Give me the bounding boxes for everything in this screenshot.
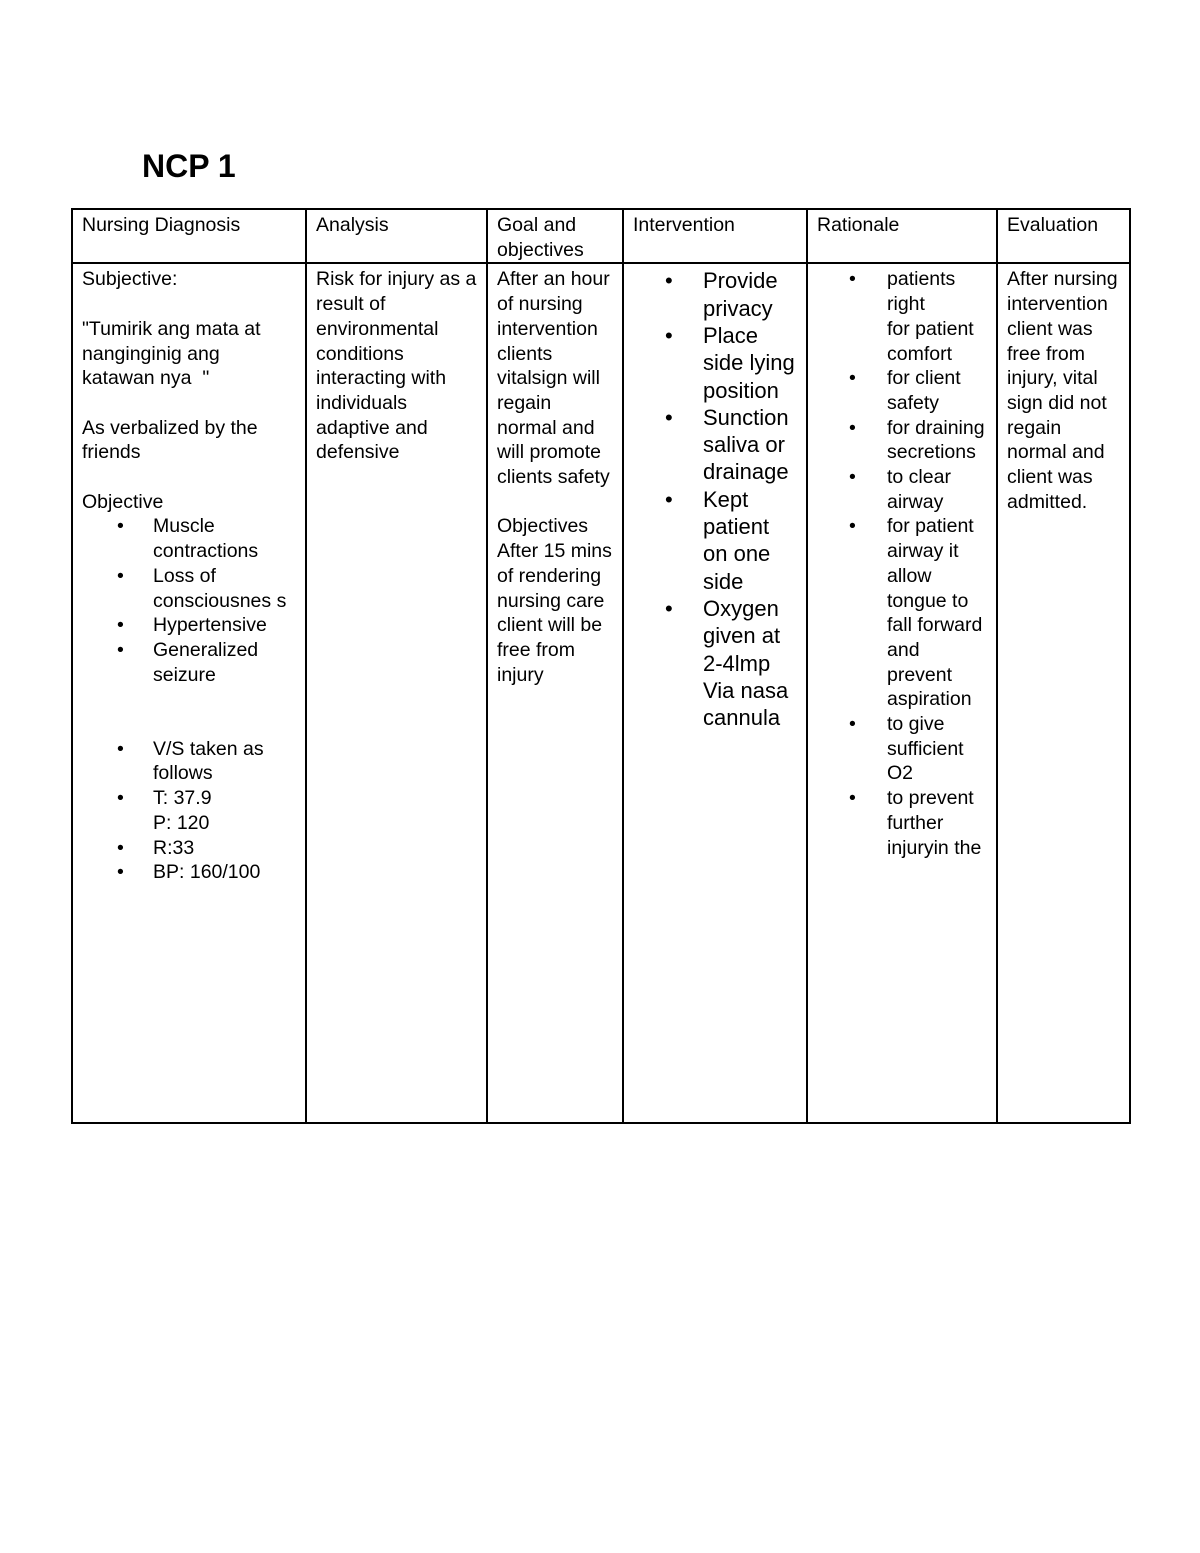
objective-list — [82, 514, 297, 687]
goal-cell — [487, 263, 623, 1123]
list-item — [817, 267, 988, 366]
table-row — [72, 263, 1130, 1123]
list-item: • BP: 160/100 — [82, 860, 297, 885]
header-intervention: Intervention — [623, 209, 807, 263]
verbalized-note: As verbalized by the friends — [82, 416, 264, 464]
objectives-text: After 15 mins of rendering nursing care client will be free from injury — [497, 540, 618, 686]
list-item: • Place side lying position — [633, 322, 798, 404]
list-item: • Hypertensive — [82, 613, 297, 638]
rationale-comfort: for patient comfort — [887, 317, 974, 365]
list-item — [82, 786, 297, 835]
list-item: • Provide privacy — [633, 267, 798, 322]
header-goal-and-objectives: Goal and objectives — [487, 209, 623, 263]
rationale-cell — [807, 263, 997, 1123]
subjective-label: Subjective: — [82, 268, 178, 291]
goal-text: After an hour of nursing intervention clients vitalsign will regain normal and will promote clients safety — [497, 268, 616, 489]
temperature-value: T: 37.9 — [153, 787, 212, 810]
analysis-cell — [306, 263, 487, 1123]
list-item: • V/S taken as follows — [82, 737, 297, 786]
rationale-text: patients right — [887, 268, 956, 316]
list-item: • R:33 — [82, 836, 297, 861]
list-item: • Muscle contractions — [82, 514, 297, 563]
rationale-list — [817, 267, 988, 860]
list-item: • Oxygen given at 2-4lmp Via nasa cannula — [633, 595, 798, 731]
nursing-care-plan-table — [71, 208, 1131, 1124]
intervention-cell — [623, 263, 807, 1123]
objective-label: Objective — [82, 490, 164, 513]
list-item: • to clear airway — [817, 465, 988, 514]
evaluation-cell — [997, 263, 1130, 1123]
list-item: • for client safety — [817, 366, 988, 415]
list-item: • to give sufficient O2 — [817, 712, 988, 786]
page-title: NCP 1 — [142, 148, 236, 184]
list-item: • Sunction saliva or drainage — [633, 404, 798, 486]
list-item: • for patient airway it allow tongue to fall forward and prevent aspiration — [817, 514, 988, 712]
subjective-quote: "Tumirik ang mata at nanginginig ang katawan nya " — [82, 317, 266, 390]
table-header-row — [72, 209, 1130, 263]
objectives-label: Objectives — [497, 515, 589, 538]
pulse-value: P: 120 — [153, 811, 210, 834]
header-rationale: Rationale — [807, 209, 997, 263]
list-item: • Kept patient on one side — [633, 486, 798, 595]
evaluation-text: After nursing intervention client was free from injury, vital sign did not regain normal and client was admitted. — [1007, 268, 1123, 513]
list-item: • for draining secretions — [817, 416, 988, 465]
list-item: • Loss of consciousnes s — [82, 564, 297, 613]
list-item: • Generalized seizure — [82, 638, 297, 687]
analysis-text: Risk for injury as a result of environmental conditions interacting with individuals adaptive and defensive — [316, 268, 482, 464]
vital-signs-list — [82, 737, 297, 885]
header-nursing-diagnosis: Nursing Diagnosis — [72, 209, 306, 263]
list-item: • to prevent further injuryin the — [817, 786, 988, 860]
nursing-diagnosis-cell — [72, 263, 306, 1123]
header-analysis: Analysis — [306, 209, 487, 263]
intervention-list — [633, 267, 798, 731]
header-evaluation: Evaluation — [997, 209, 1130, 263]
